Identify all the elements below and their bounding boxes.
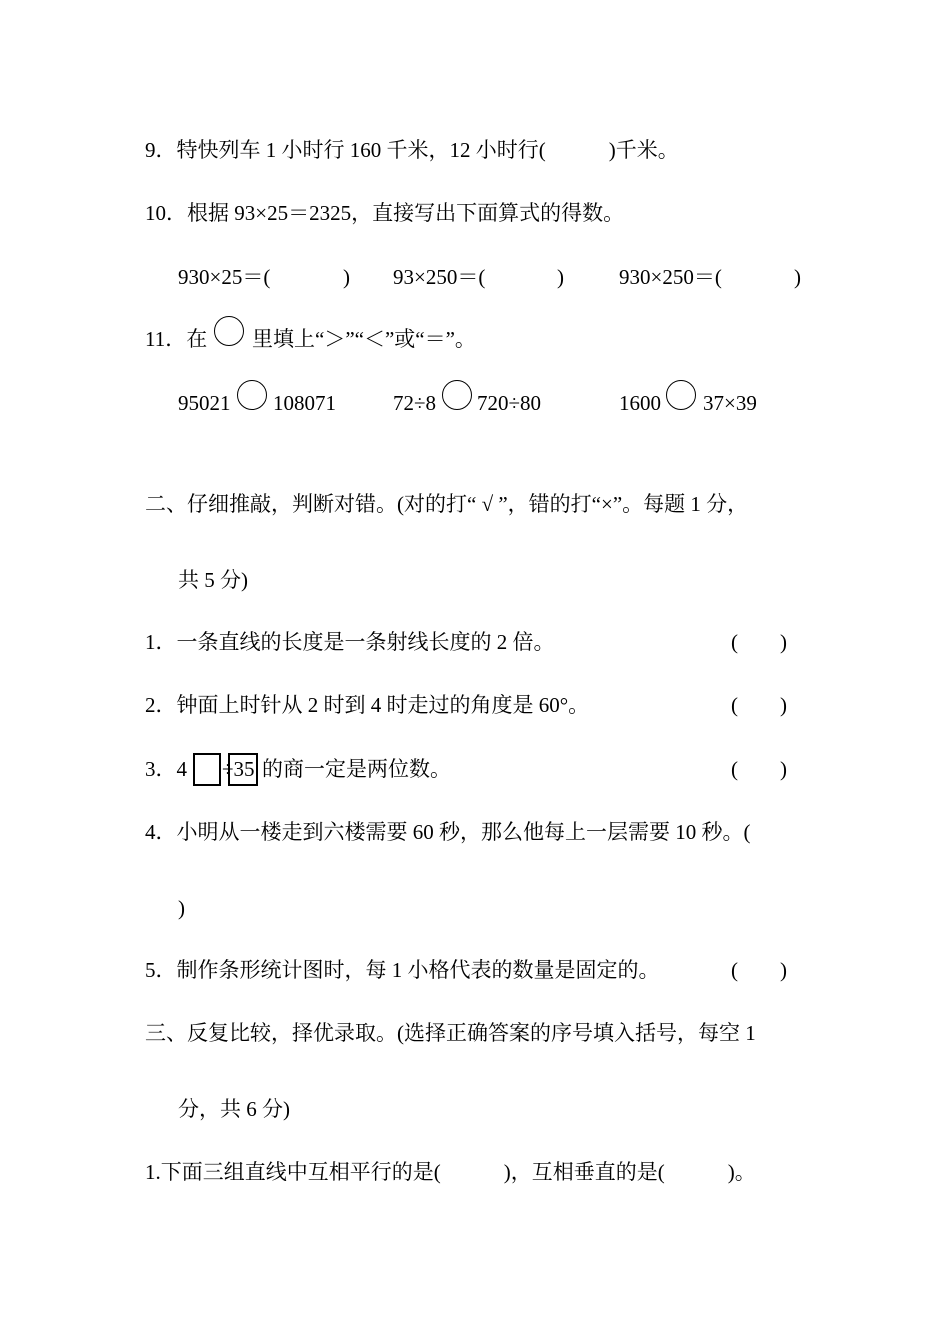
- compare-3-circle-icon[interactable]: [666, 380, 696, 410]
- q3-1-line: 1.下面三组直线中互相平行的是( )，互相垂直的是( )。: [145, 1160, 756, 1184]
- q10-item-2-close: ): [557, 265, 564, 289]
- q9-line: 9．特快列车 1 小时行 160 千米，12 小时行( )千米。: [145, 138, 679, 162]
- q10-item-1-close: ): [343, 265, 350, 289]
- judge-5-paren[interactable]: ( ): [731, 958, 787, 982]
- section-2-title-cont: 共 5 分): [178, 568, 248, 592]
- judge-3-paren[interactable]: ( ): [731, 757, 787, 781]
- judge-3-box-2[interactable]: [228, 753, 258, 786]
- judge-1-text: 1．一条直线的长度是一条射线长度的 2 倍。: [145, 630, 555, 654]
- judge-2-paren[interactable]: ( ): [731, 693, 787, 717]
- compare-3-left: 1600: [619, 391, 661, 415]
- q11-prefix: 11．在: [145, 327, 208, 351]
- judge-3-prefix: 3．4: [145, 757, 187, 781]
- compare-1-circle-icon[interactable]: [237, 380, 267, 410]
- judge-3-box-1[interactable]: [193, 753, 221, 786]
- q10-item-1: 930×25＝(: [178, 265, 271, 289]
- q11-circle-icon: [214, 316, 244, 346]
- q10-item-3: 930×250＝(: [619, 265, 722, 289]
- judge-3-mid: ÷35: [222, 757, 255, 781]
- judge-5-text: 5．制作条形统计图时，每 1 小格代表的数量是固定的。: [145, 958, 660, 982]
- q11-suffix: 里填上“＞”“＜”或“＝”。: [252, 327, 476, 351]
- judge-3-suffix: 的商一定是两位数。: [262, 757, 451, 781]
- compare-1-left: 95021: [178, 391, 231, 415]
- section-3-title-cont: 分，共 6 分): [178, 1097, 290, 1121]
- compare-3-right: 37×39: [703, 391, 757, 415]
- compare-1-right: 108071: [273, 391, 336, 415]
- compare-2-right: 720÷80: [477, 391, 542, 415]
- judge-2-text: 2．钟面上时针从 2 时到 4 时走过的角度是 60°。: [145, 693, 590, 717]
- judge-1-paren[interactable]: ( ): [731, 630, 787, 654]
- compare-2-circle-icon[interactable]: [442, 380, 472, 410]
- q10-item-2: 93×250＝(: [393, 265, 486, 289]
- q10-item-3-close: ): [794, 265, 801, 289]
- judge-4-text: 4．小明从一楼走到六楼需要 60 秒，那么他每上一层需要 10 秒。(: [145, 820, 751, 844]
- q10-line: 10．根据 93×25＝2325，直接写出下面算式的得数。: [145, 201, 625, 225]
- compare-2-left: 72÷8: [393, 391, 437, 415]
- section-2-title: 二、仔细推敲，判断对错。(对的打“ √ ”，错的打“×”。每题 1 分，: [145, 492, 749, 516]
- judge-4-paren-close: ): [178, 896, 185, 920]
- section-3-title: 三、反复比较，择优录取。(选择正确答案的序号填入括号，每空 1: [145, 1021, 756, 1045]
